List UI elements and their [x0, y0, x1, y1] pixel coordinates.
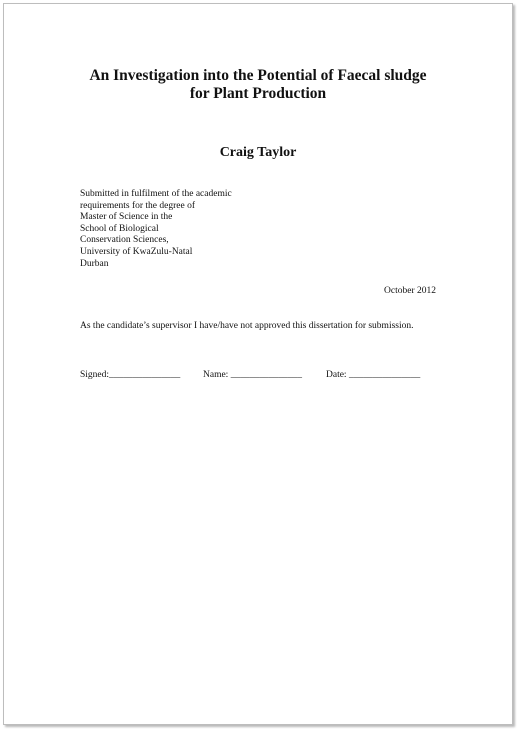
name-field: Name: _______________ — [203, 370, 302, 380]
supervisor-statement: As the candidate’s supervisor I have/have not approved this dissertation for submission. — [80, 321, 414, 331]
title-line-1: An Investigation into the Potential of Faecal sludge — [89, 67, 427, 84]
dissertation-title — [44, 67, 472, 103]
submission-line: Master of Science in the — [80, 212, 173, 223]
submission-date: October 2012 — [384, 286, 436, 296]
submission-line: School of Biological — [80, 223, 159, 234]
document-page — [3, 3, 513, 725]
submission-line: Submitted in fulfilment of the academic — [80, 189, 232, 199]
author-name: Craig Taylor — [219, 145, 297, 160]
title-line-2: for Plant Production — [189, 85, 327, 102]
submission-line: Conservation Sciences, — [80, 235, 169, 246]
date-field: Date: _______________ — [326, 370, 421, 380]
submission-line: University of KwaZulu-Natal — [80, 246, 193, 257]
submission-line: Durban — [80, 258, 109, 269]
submission-line: requirements for the degree of — [80, 200, 196, 211]
submission-statement — [80, 189, 232, 270]
signed-field: Signed:_______________ — [80, 370, 181, 380]
